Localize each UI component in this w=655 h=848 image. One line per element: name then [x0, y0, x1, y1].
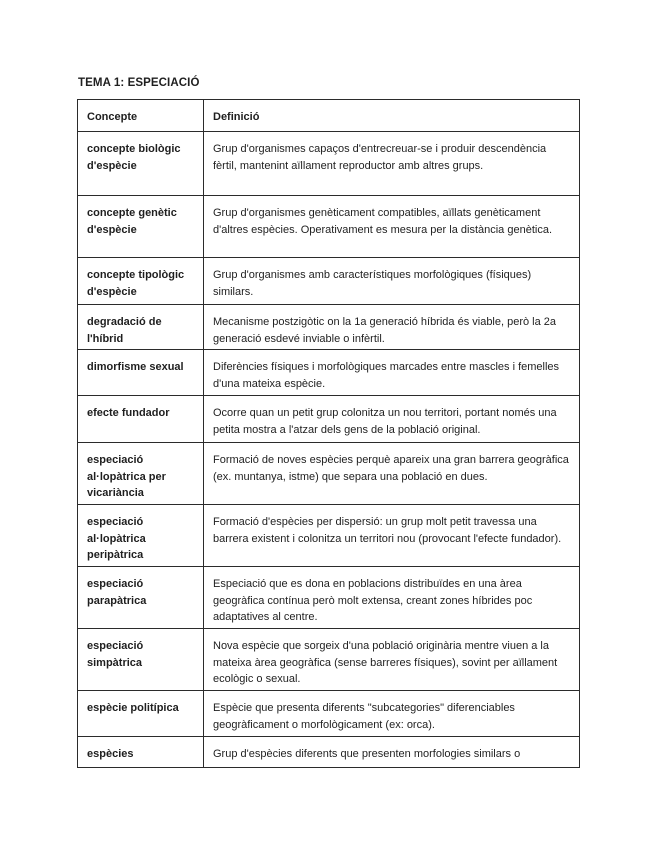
term-cell: espècie politípica [78, 691, 204, 737]
table-row [78, 196, 580, 258]
table-row [78, 443, 580, 505]
page-title: TEMA 1: ESPECIACIÓ [78, 77, 200, 89]
table-row [78, 629, 580, 691]
definition-cell: Espècie que presenta diferents "subcategories" diferenciables geogràficament o morfològicament (ex: orca). [204, 691, 580, 737]
term-cell: concepte tipològic d'espècie [78, 258, 204, 305]
table-row [78, 567, 580, 629]
definition-cell: Formació de noves espècies perquè apareix una gran barrera geogràfica (ex. muntanya, istme) que separa una població en dues. [204, 443, 580, 505]
table-row [78, 396, 580, 443]
definition-cell: Formació d'espècies per dispersió: un grup molt petit travessa una barrera existent i colonitza un territori nou (provocant l'efecte fundador). [204, 505, 580, 567]
definition-cell: Mecanisme postzigòtic on la 1a generació híbrida és viable, però la 2a generació esdevé inviable o infèrtil. [204, 305, 580, 350]
table-row [78, 132, 580, 196]
table-row [78, 350, 580, 396]
definition-cell: Grup d'organismes amb característiques morfològiques (físiques) similars. [204, 258, 580, 305]
table-row [78, 505, 580, 567]
table-row [78, 258, 580, 305]
term-cell: concepte biològic d'espècie [78, 132, 204, 196]
definition-cell: Grup d'organismes genèticament compatibles, aïllats genèticament d'altres espècies. Operativament es mesura per la distància genètica. [204, 196, 580, 258]
definition-cell: Ocorre quan un petit grup colonitza un nou territori, portant només una petita mostra a l'atzar dels gens de la població original. [204, 396, 580, 443]
definition-cell: Diferències físiques i morfològiques marcades entre mascles i femelles d'una mateixa espècie. [204, 350, 580, 396]
definition-cell: Grup d'organismes capaços d'entrecreuar-se i produir descendència fèrtil, mantenint aïllament reproductor amb altres grups. [204, 132, 580, 196]
definition-cell: Grup d'espècies diferents que presenten morfologies similars o [204, 737, 580, 768]
table-row [78, 305, 580, 350]
table-row [78, 691, 580, 737]
definition-cell: Especiació que es dona en poblacions distribuïdes en una àrea geogràfica contínua però molt extensa, creant zones híbrides poc adaptatives al centre. [204, 567, 580, 629]
table-header-row [78, 100, 580, 132]
term-cell: efecte fundador [78, 396, 204, 443]
term-cell: degradació de l'híbrid [78, 305, 204, 350]
column-header-definition: Definició [204, 100, 580, 132]
column-header-concept: Concepte [78, 100, 204, 132]
table-row [78, 737, 580, 768]
term-cell: especiació al·lopàtrica per vicariància [78, 443, 204, 505]
term-cell: concepte genètic d'espècie [78, 196, 204, 258]
term-cell: especiació simpàtrica [78, 629, 204, 691]
term-cell: especiació parapàtrica [78, 567, 204, 629]
definition-cell: Nova espècie que sorgeix d'una població originària mentre viuen a la mateixa àrea geogràfica (sense barreres físiques), sovint per aïllament ecològic o sexual. [204, 629, 580, 691]
glossary-table [77, 99, 580, 768]
term-cell: especiació al·lopàtrica peripàtrica [78, 505, 204, 567]
term-cell: espècies [78, 737, 204, 768]
term-cell: dimorfisme sexual [78, 350, 204, 396]
